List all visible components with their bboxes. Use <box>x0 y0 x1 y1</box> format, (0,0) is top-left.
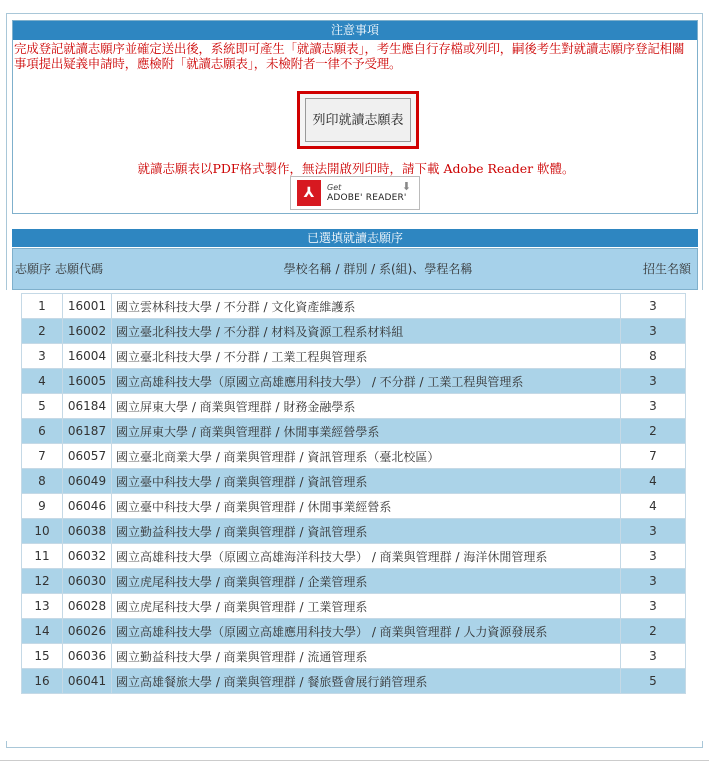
row-school: 國立虎尾科技大學 / 商業與管理群 / 企業管理系 <box>112 569 621 594</box>
row-order: 8 <box>22 469 63 494</box>
row-quota: 5 <box>621 669 686 694</box>
row-code: 06028 <box>63 594 112 619</box>
row-order: 7 <box>22 444 63 469</box>
table-header <box>12 248 698 290</box>
get-adobe-reader-link[interactable] <box>290 176 420 210</box>
row-order: 13 <box>22 594 63 619</box>
header-school: 學校名稱 / 群別 / 系(組)、學程名稱 <box>283 262 473 276</box>
row-quota: 7 <box>621 444 686 469</box>
row-school: 國立屏東大學 / 商業與管理群 / 休閒事業經營學系 <box>112 419 621 444</box>
row-quota: 4 <box>621 469 686 494</box>
row-school: 國立高雄科技大學（原國立高雄應用科技大學） / 商業與管理群 / 人力資源發展系 <box>112 619 621 644</box>
row-quota: 3 <box>621 369 686 394</box>
row-order: 4 <box>22 369 63 394</box>
table-row <box>22 444 686 469</box>
row-quota: 3 <box>621 394 686 419</box>
row-code: 06038 <box>63 519 112 544</box>
row-code: 16005 <box>63 369 112 394</box>
table-row <box>22 469 686 494</box>
row-quota: 3 <box>621 594 686 619</box>
row-school: 國立臺中科技大學 / 商業與管理群 / 休閒事業經營系 <box>112 494 621 519</box>
adobe-pdf-icon: ⅄ <box>297 180 321 206</box>
row-code: 06057 <box>63 444 112 469</box>
row-order: 6 <box>22 419 63 444</box>
row-order: 5 <box>22 394 63 419</box>
table-row <box>22 294 686 319</box>
print-form-button[interactable]: 列印就讀志願表 <box>305 98 411 142</box>
row-school: 國立屏東大學 / 商業與管理群 / 財務金融學系 <box>112 394 621 419</box>
table-row <box>22 344 686 369</box>
table-row <box>22 494 686 519</box>
row-school: 國立勤益科技大學 / 商業與管理群 / 流通管理系 <box>112 644 621 669</box>
row-quota: 2 <box>621 419 686 444</box>
row-quota: 3 <box>621 294 686 319</box>
table-row <box>22 619 686 644</box>
table-row <box>22 394 686 419</box>
row-school: 國立臺北科技大學 / 不分群 / 材料及資源工程系材料組 <box>112 319 621 344</box>
row-quota: 4 <box>621 494 686 519</box>
row-order: 1 <box>22 294 63 319</box>
notice-panel <box>12 20 698 214</box>
table-row <box>22 369 686 394</box>
adobe-get-label: Get <box>327 183 342 192</box>
table-row <box>22 419 686 444</box>
row-school: 國立勤益科技大學 / 商業與管理群 / 資訊管理系 <box>112 519 621 544</box>
row-order: 11 <box>22 544 63 569</box>
row-order: 10 <box>22 519 63 544</box>
row-code: 06041 <box>63 669 112 694</box>
download-arrow-icon: ⬇ <box>401 180 411 193</box>
print-form-button-highlight <box>297 91 419 149</box>
row-code: 16004 <box>63 344 112 369</box>
row-quota: 3 <box>621 569 686 594</box>
row-order: 14 <box>22 619 63 644</box>
row-code: 06036 <box>63 644 112 669</box>
row-code: 06046 <box>63 494 112 519</box>
row-school: 國立高雄科技大學（原國立高雄海洋科技大學） / 商業與管理群 / 海洋休閒管理系 <box>112 544 621 569</box>
row-order: 15 <box>22 644 63 669</box>
table-row <box>22 594 686 619</box>
table-row <box>22 319 686 344</box>
row-quota: 8 <box>621 344 686 369</box>
header-quota: 招生名額 <box>643 262 692 276</box>
row-code: 06049 <box>63 469 112 494</box>
row-school: 國立雲林科技大學 / 不分群 / 文化資產維護系 <box>112 294 621 319</box>
table-row <box>22 569 686 594</box>
selected-list-title: 已選填就讀志願序 <box>12 229 698 247</box>
row-order: 3 <box>22 344 63 369</box>
row-quota: 3 <box>621 519 686 544</box>
row-code: 06030 <box>63 569 112 594</box>
row-order: 12 <box>22 569 63 594</box>
table-row <box>22 519 686 544</box>
row-code: 06187 <box>63 419 112 444</box>
adobe-reader-label: ADOBE' READER' <box>327 193 407 203</box>
notice-text: 完成登記就讀志願序並確定送出後，系統即可產生「就讀志願表」，考生應自行存檔或列印，嗣後考生對就讀志願序登記相關事項提出疑義申請時，應檢附「就讀志願表」，未檢附者一律不予受理。 <box>14 41 685 71</box>
row-order: 9 <box>22 494 63 519</box>
row-quota: 3 <box>621 544 686 569</box>
header-order: 志願序 <box>15 262 52 276</box>
choices-table <box>21 293 686 694</box>
row-school: 國立臺中科技大學 / 商業與管理群 / 資訊管理系 <box>112 469 621 494</box>
row-school: 國立臺北商業大學 / 商業與管理群 / 資訊管理系（臺北校區） <box>112 444 621 469</box>
header-code: 志願代碼 <box>55 262 104 276</box>
table-row <box>22 669 686 694</box>
row-school: 國立高雄餐旅大學 / 商業與管理群 / 餐旅暨會展行銷管理系 <box>112 669 621 694</box>
bottom-divider <box>0 760 709 761</box>
row-code: 16001 <box>63 294 112 319</box>
row-code: 06032 <box>63 544 112 569</box>
row-quota: 2 <box>621 619 686 644</box>
choices-table-wrapper <box>0 290 709 741</box>
table-row <box>22 544 686 569</box>
table-row <box>22 644 686 669</box>
row-quota: 3 <box>621 319 686 344</box>
row-code: 16002 <box>63 319 112 344</box>
row-code: 06026 <box>63 619 112 644</box>
notice-title: 注意事項 <box>13 21 697 40</box>
row-school: 國立高雄科技大學（原國立高雄應用科技大學） / 不分群 / 工業工程與管理系 <box>112 369 621 394</box>
row-school: 國立臺北科技大學 / 不分群 / 工業工程與管理系 <box>112 344 621 369</box>
row-code: 06184 <box>63 394 112 419</box>
row-order: 16 <box>22 669 63 694</box>
pdf-note: 就讀志願表以PDF格式製作，無法開啟列印時，請下載 Adobe Reader 軟體。 <box>137 161 575 176</box>
row-quota: 3 <box>621 644 686 669</box>
row-order: 2 <box>22 319 63 344</box>
row-school: 國立虎尾科技大學 / 商業與管理群 / 工業管理系 <box>112 594 621 619</box>
